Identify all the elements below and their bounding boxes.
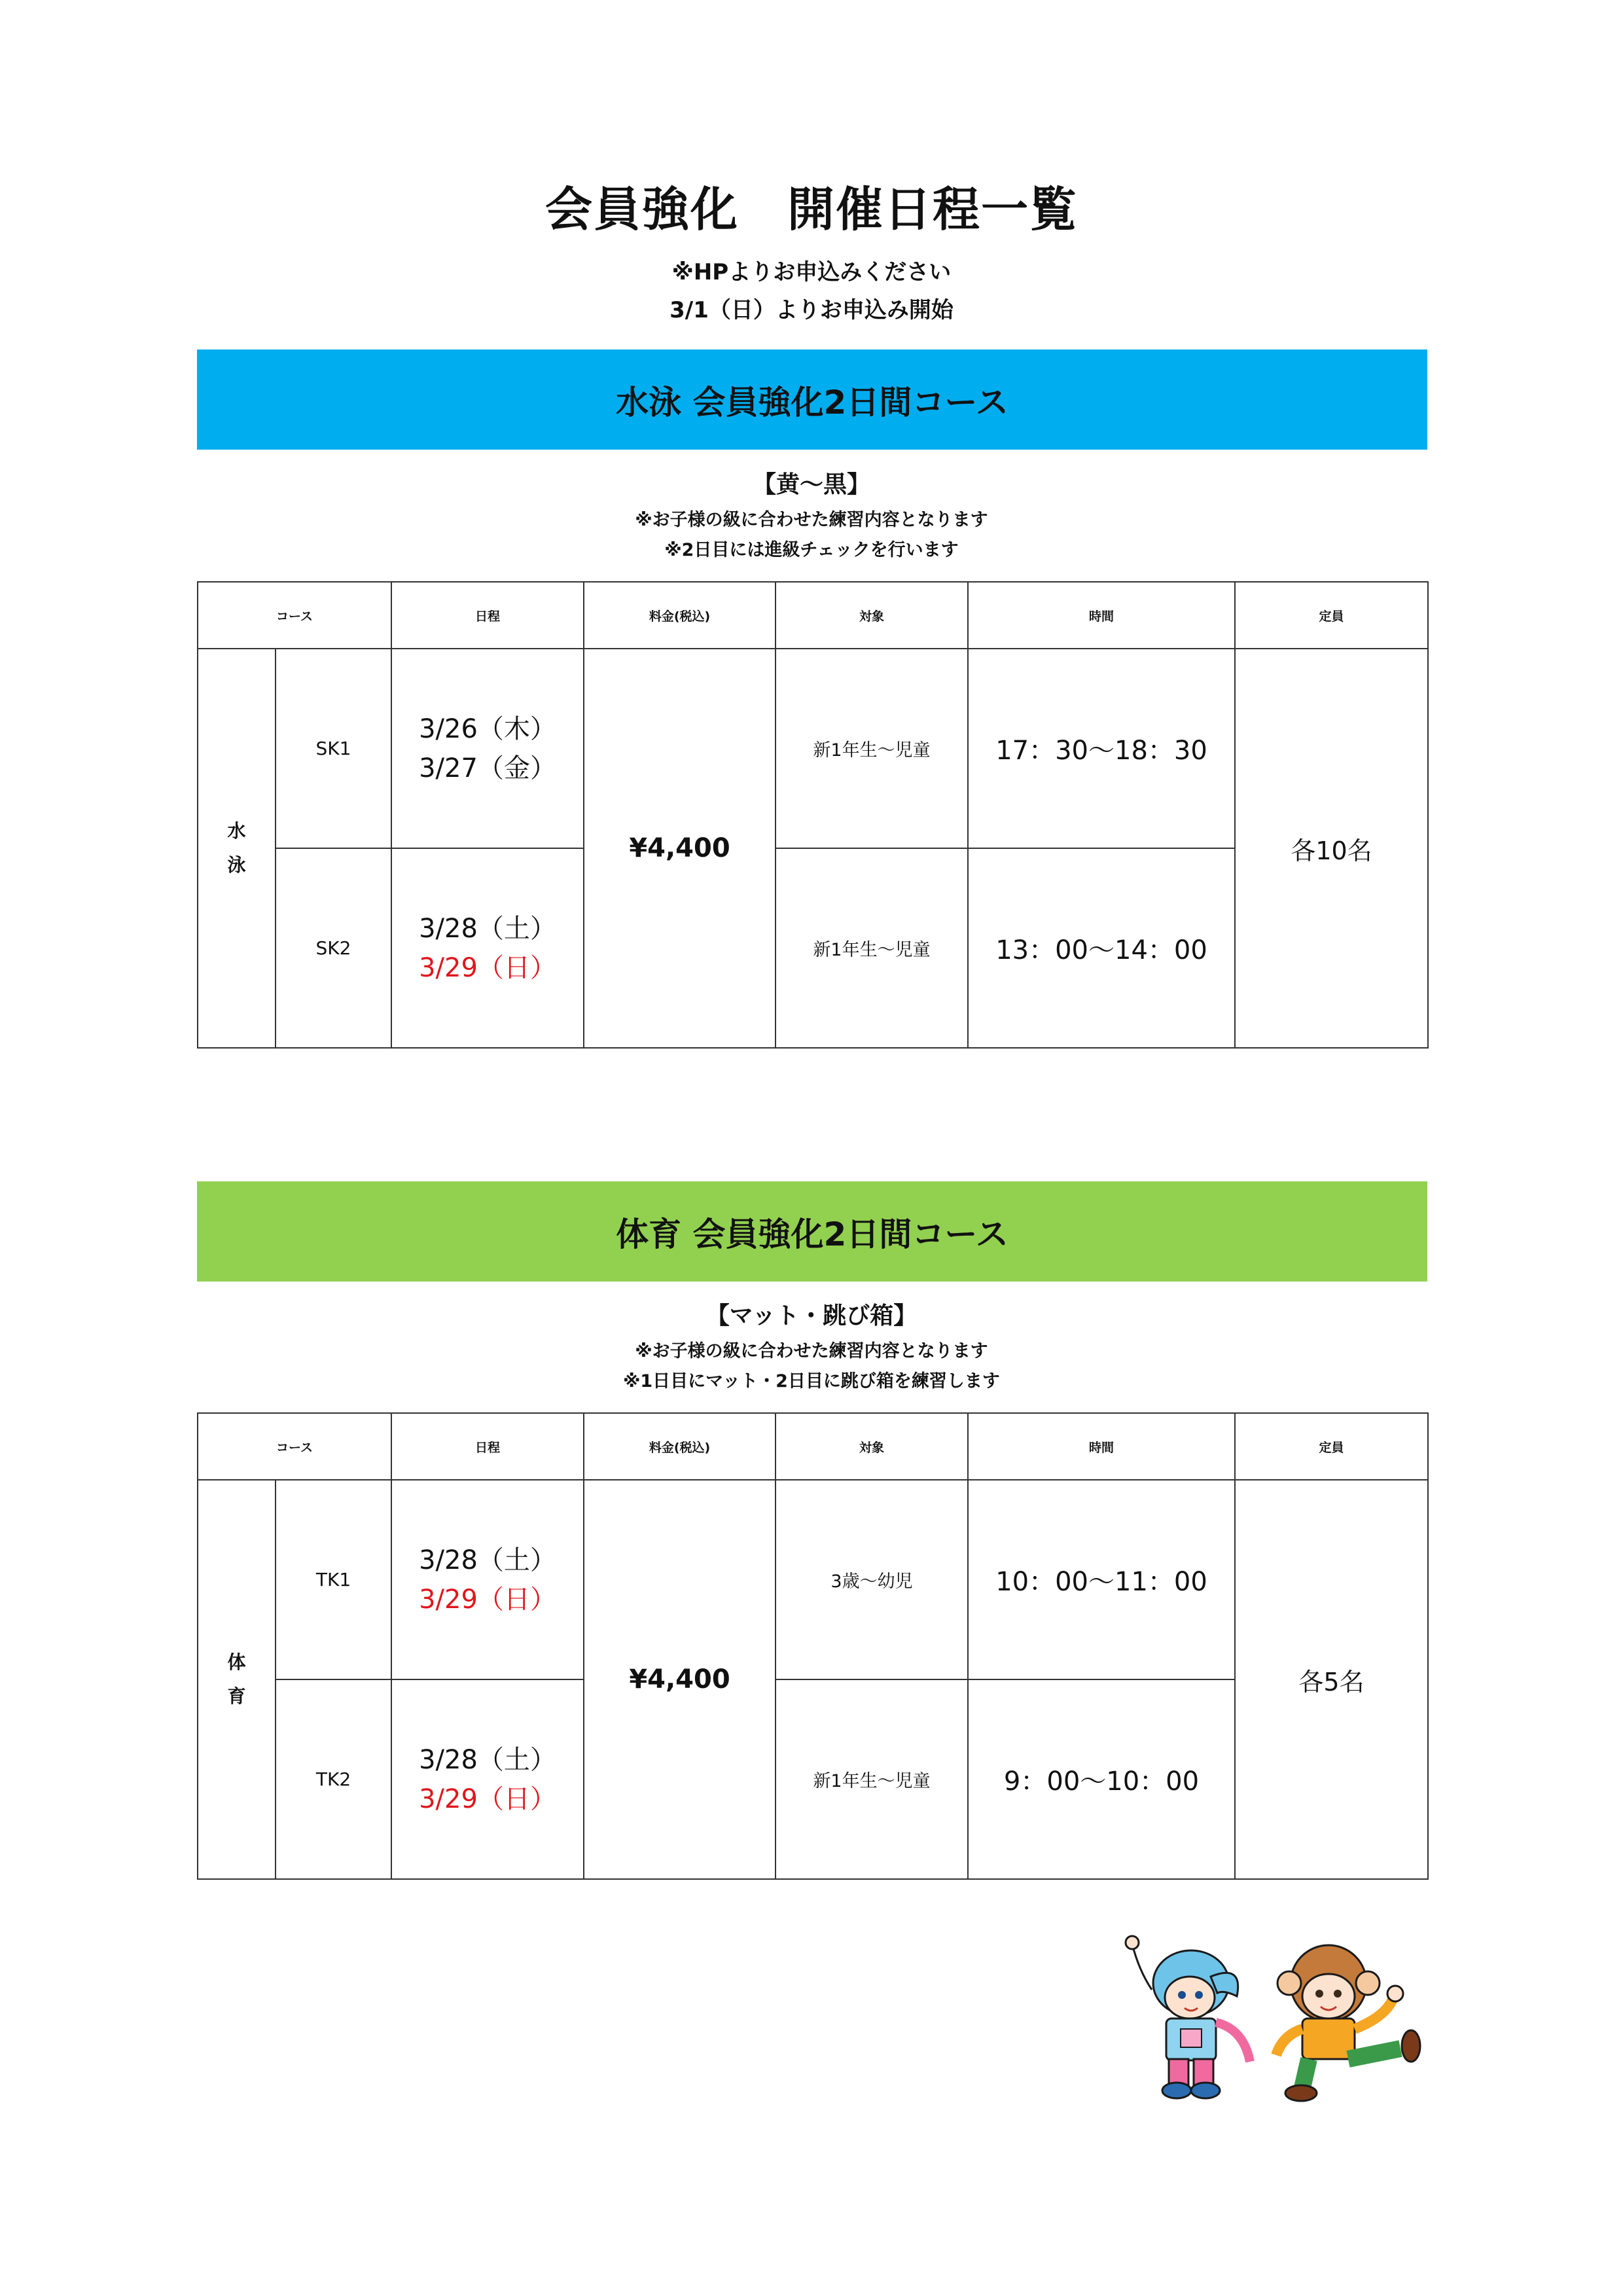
course-code: TK1 xyxy=(276,1480,391,1679)
course-code: SK2 xyxy=(276,848,391,1048)
column-header-price: 料金(税込) xyxy=(584,582,776,649)
category-char: 育 xyxy=(227,1685,246,1707)
swim-section-band xyxy=(197,350,1427,450)
course-code: TK2 xyxy=(276,1679,391,1879)
apply-start-note: 3/1（日）よりお申込み開始 xyxy=(669,297,954,323)
swim-schedule-table xyxy=(197,581,1429,1049)
course-target: 新1年生〜児童 xyxy=(776,1679,968,1879)
course-time: 9：00〜10：00 xyxy=(968,1679,1235,1879)
column-header-course: コース xyxy=(198,582,391,649)
table-row xyxy=(198,649,1428,848)
gym-level: 【マット・跳び箱】 xyxy=(705,1302,918,1329)
swim-note-2: ※2日目には進級チェックを行います xyxy=(664,540,959,560)
date-day-1: 3/28（土） xyxy=(419,1744,556,1775)
table-header-row xyxy=(198,582,1428,649)
course-time: 13：00〜14：00 xyxy=(968,848,1235,1048)
column-header-target: 対象 xyxy=(776,1413,968,1480)
swim-price: ¥4,400 xyxy=(584,649,776,1048)
swim-category-cell xyxy=(198,649,276,1048)
gym-note-2: ※1日目にマット・2日目に跳び箱を練習します xyxy=(623,1371,1000,1391)
course-dates xyxy=(391,848,584,1048)
course-target: 新1年生〜児童 xyxy=(776,848,968,1048)
course-target: 3歳〜幼児 xyxy=(776,1480,968,1679)
column-header-target: 対象 xyxy=(776,582,968,649)
course-time: 17：30〜18：30 xyxy=(968,649,1235,848)
column-header-time: 時間 xyxy=(968,582,1235,649)
course-dates xyxy=(391,1679,584,1879)
page-title: 会員強化 開催日程一覧 xyxy=(544,182,1078,237)
course-dates xyxy=(391,649,584,848)
swim-note-1: ※お子様の級に合わせた練習内容となります xyxy=(635,510,988,530)
category-char: 体 xyxy=(227,1651,246,1673)
column-header-time: 時間 xyxy=(968,1413,1235,1480)
column-header-price: 料金(税込) xyxy=(584,1413,776,1480)
course-dates xyxy=(391,1480,584,1679)
date-day-2-sunday: 3/29（日） xyxy=(419,1584,556,1615)
date-day-2: 3/27（金） xyxy=(419,753,556,783)
table-header-row xyxy=(198,1413,1428,1480)
category-char: 水 xyxy=(227,820,246,842)
gym-capacity: 各5名 xyxy=(1235,1480,1428,1879)
date-day-2-sunday: 3/29（日） xyxy=(419,1784,556,1814)
course-target: 新1年生〜児童 xyxy=(776,649,968,848)
column-header-course: コース xyxy=(198,1413,391,1480)
course-time: 10：00〜11：00 xyxy=(968,1480,1235,1679)
column-header-date: 日程 xyxy=(391,582,584,649)
gym-section-band xyxy=(197,1181,1427,1282)
course-code: SK1 xyxy=(276,649,391,848)
gym-category-cell xyxy=(198,1480,276,1879)
date-day-1: 3/28（土） xyxy=(419,1545,556,1575)
gym-price: ¥4,400 xyxy=(584,1480,776,1879)
table-row xyxy=(198,1480,1428,1679)
swim-level: 【黄〜黒】 xyxy=(752,471,870,498)
date-day-1: 3/28（土） xyxy=(419,913,556,944)
swim-section-title: 水泳 会員強化2日間コース xyxy=(616,383,1008,422)
date-day-1: 3/26（木） xyxy=(419,713,556,744)
gym-schedule-table xyxy=(197,1412,1429,1880)
swim-capacity: 各10名 xyxy=(1235,649,1428,1048)
apply-note: ※HPよりお申込みください xyxy=(671,259,952,285)
column-header-capacity: 定員 xyxy=(1235,582,1428,649)
dolphin-mascot-icon xyxy=(1126,1936,1250,2098)
category-char: 泳 xyxy=(227,854,246,876)
column-header-date: 日程 xyxy=(391,1413,584,1480)
gym-section-title: 体育 会員強化2日間コース xyxy=(616,1215,1008,1253)
mascot-illustration xyxy=(1113,1931,1453,2108)
gym-note-1: ※お子様の級に合わせた練習内容となります xyxy=(635,1341,988,1361)
date-day-2-sunday: 3/29（日） xyxy=(419,952,556,983)
monkey-mascot-icon xyxy=(1276,1945,1420,2101)
column-header-capacity: 定員 xyxy=(1235,1413,1428,1480)
